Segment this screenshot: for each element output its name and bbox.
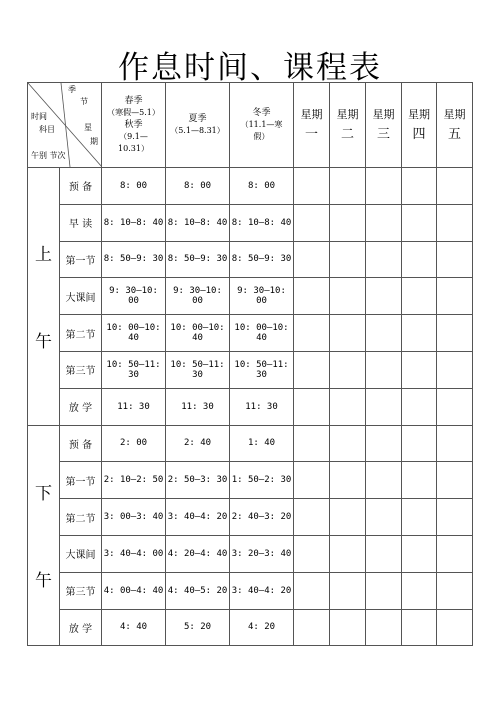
course-cell[interactable] [366,499,402,536]
table-row [28,572,473,609]
course-cell[interactable] [437,499,473,536]
time-cell-spring: 3: 40—4: 00 [102,535,166,572]
season-name: 秋季 [124,120,143,130]
row-label: 放 学 [60,609,102,646]
course-cell[interactable] [294,388,330,425]
course-cell[interactable] [366,425,402,462]
afternoon-period-cell [28,425,60,646]
course-cell[interactable] [437,168,473,205]
course-cell[interactable] [402,609,437,646]
season-range: （9.1— [119,132,148,141]
course-cell[interactable] [402,425,437,462]
period-label-top: 上 [35,245,52,266]
time-cell-summer: 4: 20—4: 40 [166,535,230,572]
diagonal-header-cell [28,83,102,168]
course-cell[interactable] [330,425,366,462]
course-cell[interactable] [402,204,437,241]
weekday-top: 星期 [336,108,359,121]
weekday-number: 五 [447,127,461,142]
time-cell-spring: 4: 00—4: 40 [102,572,166,609]
course-cell[interactable] [330,388,366,425]
table-row [28,425,473,462]
course-cell[interactable] [294,278,330,315]
weekday-top: 星期 [443,108,466,121]
time-cell-summer: 2: 40 [166,425,230,462]
season-name: 春季 [124,96,143,106]
time-cell-spring: 4: 40 [102,609,166,646]
course-cell[interactable] [366,241,402,278]
course-cell[interactable] [402,572,437,609]
weekday-header-tue [330,83,366,168]
table-row [28,241,473,278]
season-range: （11.1—寒 [240,120,283,129]
season-range: （5.1—8.31） [170,126,225,135]
course-cell[interactable] [366,168,402,205]
course-cell[interactable] [294,572,330,609]
time-cell-winter: 1: 40 [230,425,294,462]
time-cell-winter: 3: 20—3: 40 [230,535,294,572]
course-cell[interactable] [437,535,473,572]
time-cell-winter: 9: 30—10: 00 [230,278,294,315]
course-cell[interactable] [437,241,473,278]
season-range: 10.31） [118,144,149,153]
time-cell-winter: 4: 20 [230,609,294,646]
row-label: 第三节 [60,351,102,388]
weekday-header-thu [402,83,437,168]
period-label-bottom: 午 [35,571,52,592]
row-label: 大课间 [60,535,102,572]
time-cell-winter: 10: 50—11: 30 [230,351,294,388]
course-cell[interactable] [366,609,402,646]
weekday-header-mon [294,83,330,168]
course-cell[interactable] [437,572,473,609]
course-cell[interactable] [366,278,402,315]
course-cell[interactable] [402,315,437,352]
time-cell-winter: 8: 00 [230,168,294,205]
time-cell-spring: 11: 30 [102,388,166,425]
course-cell[interactable] [330,535,366,572]
course-cell[interactable] [294,351,330,388]
time-cell-spring: 2: 10—2: 50 [102,462,166,499]
course-cell[interactable] [330,499,366,536]
time-cell-summer: 2: 50—3: 30 [166,462,230,499]
row-label: 放 学 [60,388,102,425]
weekday-number: 四 [412,127,426,142]
time-cell-spring: 8: 10—8: 40 [102,204,166,241]
course-cell[interactable] [330,351,366,388]
time-cell-summer: 10: 50—11: 30 [166,351,230,388]
table-row [28,315,473,352]
weekday-number: 三 [376,127,390,142]
row-label: 早 读 [60,204,102,241]
course-cell[interactable] [294,535,330,572]
schedule-table [27,82,473,646]
row-label: 第一节 [60,241,102,278]
course-cell[interactable] [330,168,366,205]
page-title: 作息时间、课程表 [118,50,382,86]
course-cell[interactable] [366,388,402,425]
course-cell[interactable] [402,535,437,572]
time-cell-summer: 8: 00 [166,168,230,205]
table-row [28,351,473,388]
row-label: 第三节 [60,572,102,609]
period-label-top: 下 [35,484,52,505]
course-cell[interactable] [366,204,402,241]
time-cell-winter: 1: 50—2: 30 [230,462,294,499]
diag-season-1: 季 [68,85,76,94]
course-cell[interactable] [437,315,473,352]
course-cell[interactable] [366,462,402,499]
weekday-top: 星期 [372,108,395,121]
row-label: 预 备 [60,168,102,205]
course-cell[interactable] [330,462,366,499]
course-cell[interactable] [294,168,330,205]
time-cell-winter: 3: 40—4: 20 [230,572,294,609]
course-cell[interactable] [366,315,402,352]
course-cell[interactable] [402,168,437,205]
course-cell[interactable] [294,462,330,499]
course-cell[interactable] [294,609,330,646]
course-cell[interactable] [330,241,366,278]
course-cell[interactable] [366,535,402,572]
time-cell-winter: 10: 00—10: 40 [230,315,294,352]
course-cell[interactable] [330,278,366,315]
row-label: 第二节 [60,315,102,352]
time-cell-summer: 11: 30 [166,388,230,425]
weekday-top: 星期 [300,108,323,121]
course-cell[interactable] [294,315,330,352]
time-cell-summer: 4: 40—5: 20 [166,572,230,609]
season-range: 假） [253,132,270,141]
time-cell-winter: 8: 10—8: 40 [230,204,294,241]
table-row [28,609,473,646]
season-name: 夏季 [188,114,207,124]
time-cell-winter: 2: 40—3: 20 [230,499,294,536]
season-spring-autumn [102,83,166,168]
course-cell[interactable] [437,609,473,646]
course-cell[interactable] [330,315,366,352]
course-cell[interactable] [366,351,402,388]
course-cell[interactable] [437,278,473,315]
time-cell-summer: 8: 50—9: 30 [166,241,230,278]
time-cell-spring: 10: 50—11: 30 [102,351,166,388]
course-cell[interactable] [294,499,330,536]
diag-bottom: 午别 节次 [31,151,66,160]
course-cell[interactable] [437,425,473,462]
course-cell[interactable] [402,499,437,536]
time-cell-winter: 8: 50—9: 30 [230,241,294,278]
course-cell[interactable] [437,351,473,388]
course-cell[interactable] [402,278,437,315]
course-cell[interactable] [437,462,473,499]
course-cell[interactable] [402,351,437,388]
table-row [28,388,473,425]
course-cell[interactable] [402,388,437,425]
diag-weekday-2: 期 [90,137,98,146]
weekday-header-fri [437,83,473,168]
season-winter [230,83,294,168]
time-cell-summer: 9: 30—10: 00 [166,278,230,315]
course-cell[interactable] [402,241,437,278]
course-cell[interactable] [294,241,330,278]
time-cell-spring: 10: 00—10: 40 [102,315,166,352]
time-cell-summer: 5: 20 [166,609,230,646]
morning-period-cell [28,168,60,426]
diag-weekday-1: 星 [84,123,92,132]
course-cell[interactable] [294,204,330,241]
period-label-bottom: 午 [35,332,52,353]
course-cell[interactable] [437,204,473,241]
table-row [28,499,473,536]
weekday-number: 一 [304,127,318,142]
table-row [28,462,473,499]
course-cell[interactable] [366,572,402,609]
course-cell[interactable] [294,425,330,462]
time-cell-spring: 8: 50—9: 30 [102,241,166,278]
header-row [28,83,473,168]
time-cell-spring: 8: 00 [102,168,166,205]
weekday-number: 二 [340,127,354,142]
time-cell-spring: 9: 30—10: 00 [102,278,166,315]
course-cell[interactable] [330,609,366,646]
table-row [28,204,473,241]
time-cell-summer: 3: 40—4: 20 [166,499,230,536]
table-row [28,278,473,315]
course-cell[interactable] [402,462,437,499]
row-label: 第一节 [60,462,102,499]
row-label: 第二节 [60,499,102,536]
weekday-header-wed [366,83,402,168]
row-label: 预 备 [60,425,102,462]
course-cell[interactable] [330,572,366,609]
time-cell-spring: 2: 00 [102,425,166,462]
diag-time: 时间 [31,112,47,121]
table-row [28,168,473,205]
time-cell-winter: 11: 30 [230,388,294,425]
season-summer [166,83,230,168]
course-cell[interactable] [330,204,366,241]
diag-subject: 科目 [39,125,55,134]
time-cell-spring: 3: 00—3: 40 [102,499,166,536]
course-cell[interactable] [437,388,473,425]
time-cell-summer: 10: 00—10: 40 [166,315,230,352]
diag-season-2: 节 [80,97,88,106]
time-cell-summer: 8: 10—8: 40 [166,204,230,241]
table-row [28,535,473,572]
row-label: 大课间 [60,278,102,315]
weekday-top: 星期 [408,108,430,121]
season-range: （寒假—5.1） [107,108,160,117]
season-name: 冬季 [252,108,271,118]
